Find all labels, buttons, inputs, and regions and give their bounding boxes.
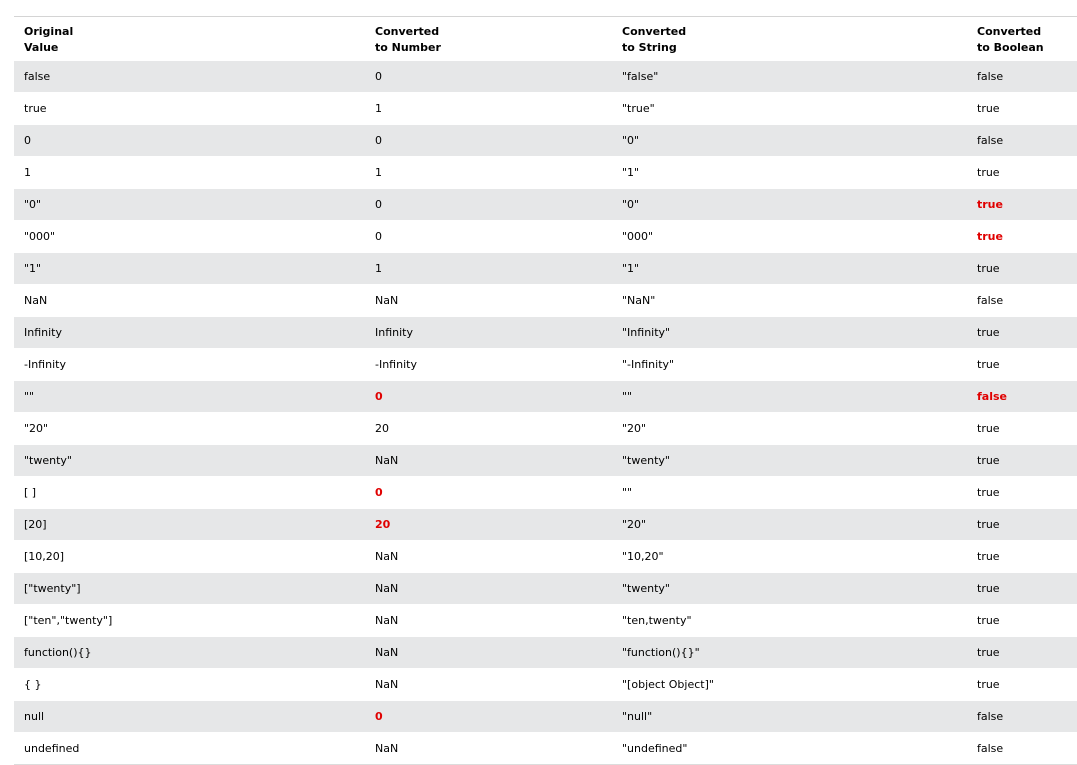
type-conversion-table [14, 17, 1077, 765]
table-row [14, 317, 1077, 349]
cell-number: NaN [365, 285, 612, 317]
cell-string: "1" [612, 253, 967, 285]
header-line: to String [622, 41, 677, 54]
cell-string: "-Infinity" [612, 349, 967, 381]
cell-original: ["ten","twenty"] [14, 605, 365, 637]
cell-boolean: true [967, 445, 1077, 477]
cell-string: "20" [612, 413, 967, 445]
cell-boolean: true [967, 413, 1077, 445]
cell-string: "0" [612, 189, 967, 221]
table-row [14, 253, 1077, 285]
cell-number-highlight: 20 [365, 509, 612, 541]
table-row [14, 669, 1077, 701]
header-line: Original [24, 25, 74, 38]
header-converted-boolean [967, 17, 1077, 61]
cell-boolean-highlight: false [967, 381, 1077, 413]
cell-original: true [14, 93, 365, 125]
table-row [14, 349, 1077, 381]
cell-boolean-highlight: true [967, 189, 1077, 221]
table-row [14, 573, 1077, 605]
cell-number-highlight: 0 [365, 381, 612, 413]
cell-number: 1 [365, 157, 612, 189]
cell-number: 0 [365, 61, 612, 93]
cell-number: -Infinity [365, 349, 612, 381]
cell-number: 1 [365, 93, 612, 125]
cell-boolean-highlight: true [967, 221, 1077, 253]
cell-number: NaN [365, 445, 612, 477]
cell-string: "undefined" [612, 733, 967, 765]
cell-original: "twenty" [14, 445, 365, 477]
cell-string: "NaN" [612, 285, 967, 317]
table-row [14, 125, 1077, 157]
cell-number: 1 [365, 253, 612, 285]
cell-number: 0 [365, 189, 612, 221]
header-original-value [14, 17, 365, 61]
cell-boolean: true [967, 669, 1077, 701]
table-row [14, 445, 1077, 477]
table-header-row [14, 17, 1077, 61]
cell-boolean: true [967, 317, 1077, 349]
cell-original: false [14, 61, 365, 93]
cell-number: NaN [365, 733, 612, 765]
cell-number: 0 [365, 125, 612, 157]
header-line: to Boolean [977, 41, 1044, 54]
cell-boolean: false [967, 61, 1077, 93]
cell-string: "false" [612, 61, 967, 93]
cell-original: [20] [14, 509, 365, 541]
cell-string: "twenty" [612, 445, 967, 477]
cell-number: 20 [365, 413, 612, 445]
cell-number: NaN [365, 669, 612, 701]
cell-string: "null" [612, 701, 967, 733]
cell-boolean: true [967, 605, 1077, 637]
cell-string: "Infinity" [612, 317, 967, 349]
table-row [14, 605, 1077, 637]
cell-string: "000" [612, 221, 967, 253]
cell-boolean: false [967, 701, 1077, 733]
cell-string: "10,20" [612, 541, 967, 573]
cell-boolean: true [967, 573, 1077, 605]
cell-original: NaN [14, 285, 365, 317]
cell-number: NaN [365, 637, 612, 669]
table-row [14, 637, 1077, 669]
table-row [14, 189, 1077, 221]
cell-string: "" [612, 477, 967, 509]
header-converted-string [612, 17, 967, 61]
cell-original: "1" [14, 253, 365, 285]
cell-string: "twenty" [612, 573, 967, 605]
cell-number: NaN [365, 605, 612, 637]
cell-boolean: true [967, 349, 1077, 381]
cell-original: "" [14, 381, 365, 413]
table-row [14, 733, 1077, 765]
cell-original: 1 [14, 157, 365, 189]
table-row [14, 285, 1077, 317]
cell-original: "000" [14, 221, 365, 253]
cell-boolean: true [967, 509, 1077, 541]
cell-string: "true" [612, 93, 967, 125]
conversion-table-container [14, 16, 1077, 765]
cell-original: function(){} [14, 637, 365, 669]
cell-boolean: false [967, 285, 1077, 317]
cell-string: "20" [612, 509, 967, 541]
cell-boolean: true [967, 541, 1077, 573]
cell-string: "" [612, 381, 967, 413]
header-line: Value [24, 41, 59, 54]
table-row [14, 413, 1077, 445]
cell-boolean: true [967, 93, 1077, 125]
cell-number: Infinity [365, 317, 612, 349]
cell-number-highlight: 0 [365, 701, 612, 733]
table-row [14, 157, 1077, 189]
table-row [14, 61, 1077, 93]
cell-boolean: true [967, 477, 1077, 509]
cell-original: "0" [14, 189, 365, 221]
cell-original: -Infinity [14, 349, 365, 381]
cell-original: "20" [14, 413, 365, 445]
header-line: Converted [622, 25, 687, 38]
cell-original: [10,20] [14, 541, 365, 573]
cell-boolean: false [967, 125, 1077, 157]
header-line: Converted [375, 25, 440, 38]
cell-string: "1" [612, 157, 967, 189]
cell-boolean: false [967, 733, 1077, 765]
cell-boolean: true [967, 157, 1077, 189]
table-row [14, 701, 1077, 733]
cell-original: [ ] [14, 477, 365, 509]
header-line: Converted [977, 25, 1042, 38]
cell-string: "[object Object]" [612, 669, 967, 701]
cell-number-highlight: 0 [365, 477, 612, 509]
table-row [14, 477, 1077, 509]
cell-boolean: true [967, 637, 1077, 669]
table-row [14, 93, 1077, 125]
cell-string: "ten,twenty" [612, 605, 967, 637]
cell-original: undefined [14, 733, 365, 765]
cell-original: null [14, 701, 365, 733]
cell-boolean: true [967, 253, 1077, 285]
table-row [14, 541, 1077, 573]
cell-number: NaN [365, 541, 612, 573]
cell-original: ["twenty"] [14, 573, 365, 605]
table-row [14, 381, 1077, 413]
cell-original: Infinity [14, 317, 365, 349]
cell-string: "0" [612, 125, 967, 157]
header-converted-number [365, 17, 612, 61]
table-row [14, 221, 1077, 253]
header-line: to Number [375, 41, 441, 54]
cell-original: 0 [14, 125, 365, 157]
cell-number: 0 [365, 221, 612, 253]
cell-string: "function(){}" [612, 637, 967, 669]
cell-original: { } [14, 669, 365, 701]
table-row [14, 509, 1077, 541]
cell-number: NaN [365, 573, 612, 605]
